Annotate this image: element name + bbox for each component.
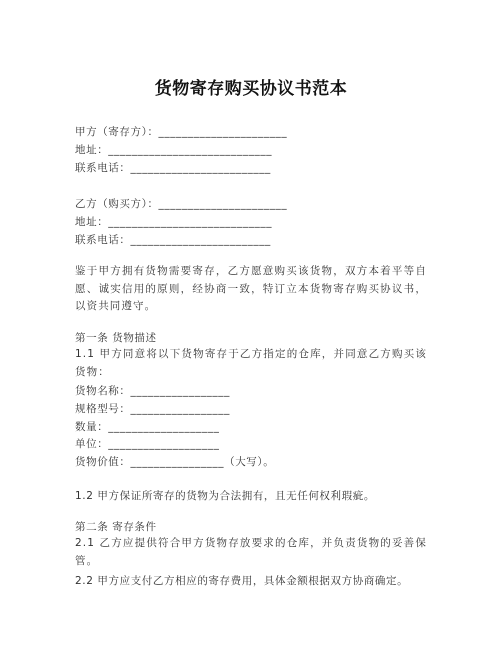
party-b-name-field: 乙方（购买方）：______________________ [75,198,288,210]
goods-value-field: 货物价值：________________（大写）。 [75,456,275,468]
party-a-name-field: 甲方（寄存方）：______________________ [75,126,288,138]
party-a-address-field: 地址：____________________________ [75,144,273,156]
party-b-phone-field: 联系电话：________________________ [75,234,271,246]
clause-2-1: 2.1 乙方应提供符合甲方货物存放要求的仓库，并负责货物的妥善保管。 [75,537,427,567]
unit-field: 单位：___________________ [75,438,220,450]
article-1-heading: 第一条 货物描述 [75,332,157,344]
goods-name-field: 货物名称：_________________ [75,385,230,397]
party-a-phone-field: 联系电话：________________________ [75,162,271,174]
article-2-heading: 第二条 寄存条件 [75,521,157,533]
clause-1-2: 1.2 甲方保证所寄存的货物为合法拥有，且无任何权利瑕疵。 [75,490,375,502]
preamble-paragraph: 鉴于甲方拥有货物需要寄存，乙方愿意购买该货物，双方本着平等自愿、诚实信用的原则，经协商一致，特订立本货物寄存购买协议书，以资共同遵守。 [75,265,427,312]
spec-model-field: 规格型号：_________________ [75,403,230,415]
clause-2-2: 2.2 甲方应支付乙方相应的寄存费用，具体金额根据双方协商确定。 [75,575,409,587]
clause-1-1: 1.1 甲方同意将以下货物寄存于乙方指定的仓库，并同意乙方购买该货物： [75,348,427,378]
party-b-address-field: 地址：____________________________ [75,216,273,228]
document-title: 货物寄存购买协议书范本 [154,79,348,99]
quantity-field: 数量：___________________ [75,421,220,433]
